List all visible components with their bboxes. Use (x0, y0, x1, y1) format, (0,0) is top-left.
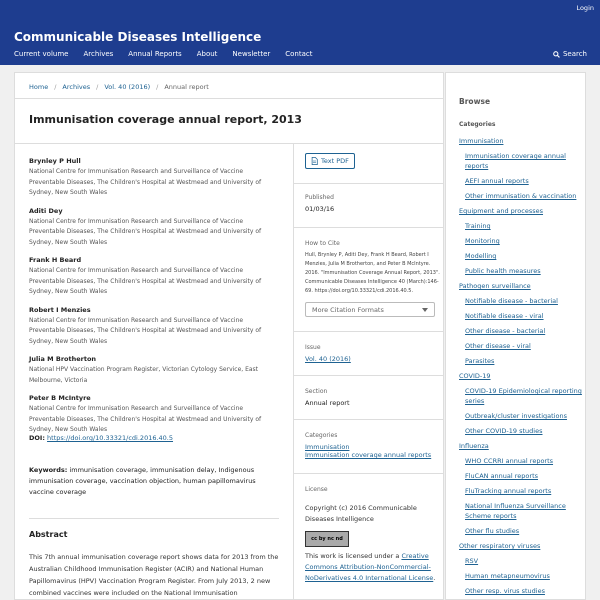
sidebar-category-item[interactable]: Monitoring (465, 237, 500, 245)
author-item (29, 394, 279, 436)
nav-current-volume[interactable]: Current volume (14, 50, 69, 58)
keywords-block (29, 465, 279, 498)
category-link[interactable]: Immunisation coverage annual reports (305, 451, 432, 459)
sidebar-category-item[interactable]: Other disease - viral (465, 342, 531, 350)
author-name: Julia M Brotherton (29, 355, 97, 363)
category-link[interactable]: Immunisation (305, 443, 350, 451)
abstract-text: This 7th annual immunisation coverage report shows data for 2013 from the Australian Childhood Immunisation Register (ACIR) and National Human Papillomavirus (HPV) Vaccination Program Register. From July 2013, 2 new combined vaccines were included on the National Immunisation (29, 553, 279, 597)
breadcrumb-issue[interactable]: Vol. 40 (2016) (104, 83, 151, 91)
sidebar-heading: Browse (459, 97, 491, 106)
search-label: Search (562, 50, 587, 58)
published-date: 01/03/16 (305, 205, 335, 213)
browse-sidebar (445, 72, 586, 600)
page-title: Immunisation coverage annual report, 2013 (29, 113, 302, 126)
divider (293, 227, 444, 228)
section-label: Section (305, 388, 328, 395)
sidebar-category-item[interactable]: Immunisation coverage annual reports (465, 152, 566, 170)
login-link[interactable]: Login (576, 4, 594, 12)
sidebar-category-item[interactable]: Pathogen surveillance (459, 282, 531, 290)
sidebar-category-item[interactable]: Human metapneumovirus (465, 572, 550, 580)
sidebar-category-item[interactable]: Immunisation (459, 137, 504, 145)
sidebar-category-item[interactable]: Other flu studies (465, 527, 520, 535)
author-name: Peter B McIntyre (29, 394, 91, 402)
license-post: . (433, 574, 436, 582)
column-divider (293, 143, 294, 600)
author-name: Brynley P Hull (29, 157, 81, 165)
site-title[interactable]: Communicable Diseases Intelligence (14, 30, 262, 44)
sidebar-category-item[interactable]: Other respiratory viruses (459, 542, 541, 550)
author-affiliation: National Centre for Immunisation Research and Surveillance of Vaccine Preventable Diseases, The Children's Hospital at Westmead and University of Sydney, New South Wales (29, 217, 262, 246)
author-item (29, 256, 279, 298)
author-item (29, 355, 279, 386)
doi-link[interactable]: https://doi.org/10.33321/cdi.2016.40.5 (47, 434, 174, 442)
breadcrumb-separator: / (54, 83, 57, 91)
author-list (29, 157, 279, 444)
divider (293, 419, 444, 420)
article-details (305, 153, 440, 584)
divider (293, 473, 444, 474)
sidebar-category-item[interactable]: Equipment and processes (459, 207, 544, 215)
sidebar-category-item[interactable]: Other resp. virus studies (465, 587, 545, 595)
license-statement (305, 551, 440, 584)
breadcrumb-separator: / (96, 83, 99, 91)
sidebar-category-item[interactable]: Parasites (465, 357, 495, 365)
author-affiliation: National Centre for Immunisation Research and Surveillance of Vaccine Preventable Diseases, The Children's Hospital at Westmead and University of Sydney, New South Wales (29, 405, 262, 433)
author-affiliation: National HPV Vaccination Program Register, Victorian Cytology Service, East Melbourne, Victoria (29, 366, 259, 384)
author-affiliation: National Centre for Immunisation Research and Surveillance of Vaccine Preventable Diseases, The Children's Hospital at Westmead and University of Sydney, New South Wales (29, 316, 262, 345)
keywords-text: immunisation coverage, immunisation delay, Indigenous immunisation coverage, vaccination objection, human papillomavirus vaccine coverage (29, 466, 256, 496)
author-name: Aditi Dey (29, 206, 63, 215)
sidebar-category-item[interactable]: National Influenza Surveillance Scheme reports (465, 502, 566, 520)
caret-down-icon (422, 308, 428, 312)
breadcrumb (29, 83, 209, 91)
author-name: Robert I Menzies (29, 305, 91, 314)
sidebar-category-item[interactable]: FluCAN annual reports (465, 472, 539, 480)
citation-format-label: More Citation Formats (312, 305, 384, 314)
sidebar-category-item[interactable]: Training (465, 222, 491, 230)
author-item (29, 306, 279, 348)
keywords-label: Keywords: (29, 466, 68, 474)
divider (293, 375, 444, 376)
sidebar-category-item[interactable]: Other COVID-19 studies (465, 427, 543, 435)
nav-contact[interactable]: Contact (285, 50, 313, 58)
breadcrumb-current: Annual report (164, 83, 209, 91)
author-name: Frank H Beard (29, 256, 82, 264)
sidebar-category-item[interactable]: AEFI annual reports (465, 177, 529, 185)
citation-text: Hull, Brynley P, Aditi Dey, Frank H Beard, Robert I Menzies, Julia M Brotherton, and Peter B McIntyre. 2016. "Immunisation Coverage Annual Report, 2013". Communicable Diseases Intelligence 40 (March):146-69. https://doi.org/10.33321/cdi.2016.40.5. (305, 252, 440, 294)
sidebar-category-item[interactable]: Influenza (459, 442, 489, 450)
divider (293, 331, 444, 332)
citation-format-dropdown[interactable] (305, 302, 435, 317)
cite-label: How to Cite (305, 240, 340, 247)
site-header (0, 0, 600, 65)
sidebar-category-item[interactable]: Modelling (465, 252, 497, 260)
nav-about[interactable]: About (196, 50, 218, 58)
cc-license-badge[interactable]: cc by nc nd (305, 531, 349, 547)
document-icon (311, 157, 318, 165)
main-nav (14, 50, 328, 58)
license-label: License (305, 486, 328, 493)
search-link[interactable] (553, 50, 587, 58)
nav-newsletter[interactable]: Newsletter (232, 50, 271, 58)
pdf-download-button[interactable] (305, 153, 355, 169)
doi-block (29, 434, 279, 442)
article-panel (14, 72, 444, 600)
doi-label: DOI: (29, 434, 45, 442)
issue-label: Issue (305, 344, 321, 351)
author-item (29, 157, 279, 199)
sidebar-category-item[interactable]: Outbreak/cluster investigations (465, 412, 568, 420)
breadcrumb-archives[interactable]: Archives (62, 83, 91, 91)
pdf-label: Text PDF (321, 157, 349, 165)
published-label: Published (305, 194, 334, 201)
license-pre: This work is licensed under a (305, 552, 402, 560)
section-value: Annual report (305, 399, 350, 407)
divider (15, 98, 444, 99)
copyright-text: Copyright (c) 2016 Communicable Diseases Intelligence (305, 504, 417, 523)
author-affiliation: National Centre for Immunisation Research and Surveillance of Vaccine Preventable Diseases, The Children's Hospital at Westmead and University of Sydney, New South Wales (29, 168, 262, 196)
breadcrumb-home[interactable]: Home (29, 83, 49, 91)
sidebar-category-item[interactable]: Notifiable disease - bacterial (465, 297, 558, 305)
abstract-heading: Abstract (29, 530, 68, 539)
divider (15, 143, 444, 144)
issue-link[interactable]: Vol. 40 (2016) (305, 355, 351, 363)
breadcrumb-separator: / (156, 83, 159, 91)
divider (29, 518, 279, 519)
sidebar-categories-label: Categories (459, 121, 496, 128)
sidebar-category-item[interactable]: WHO CCRRI annual reports (465, 457, 554, 465)
sidebar-category-item[interactable]: Public health measures (465, 267, 541, 275)
sidebar-category-item[interactable]: COVID-19 Epidemiological reporting series (465, 387, 582, 405)
author-affiliation: National Centre for Immunisation Research and Surveillance of Vaccine Preventable Diseases, The Children's Hospital at Westmead and University of Sydney, New South Wales (29, 267, 262, 295)
divider (293, 183, 444, 184)
sidebar-category-item[interactable]: Other immunisation & vaccination (465, 192, 577, 200)
sidebar-category-item[interactable]: Notifiable disease - viral (465, 312, 544, 320)
nav-annual-reports[interactable]: Annual Reports (128, 50, 182, 58)
sidebar-category-item[interactable]: FluTracking annual reports (465, 487, 552, 495)
category-list (459, 136, 584, 600)
author-item (29, 207, 279, 249)
search-icon (553, 51, 560, 58)
categories-label: Categories (305, 432, 338, 439)
sidebar-category-item[interactable]: COVID-19 (459, 372, 491, 380)
license-link[interactable]: Creative Commons Attribution-NonCommercial-NoDerivatives 4.0 International License (305, 552, 434, 582)
sidebar-category-item[interactable]: Other disease - bacterial (465, 327, 546, 335)
sidebar-category-item[interactable]: RSV (465, 557, 479, 565)
nav-archives[interactable]: Archives (83, 50, 114, 58)
